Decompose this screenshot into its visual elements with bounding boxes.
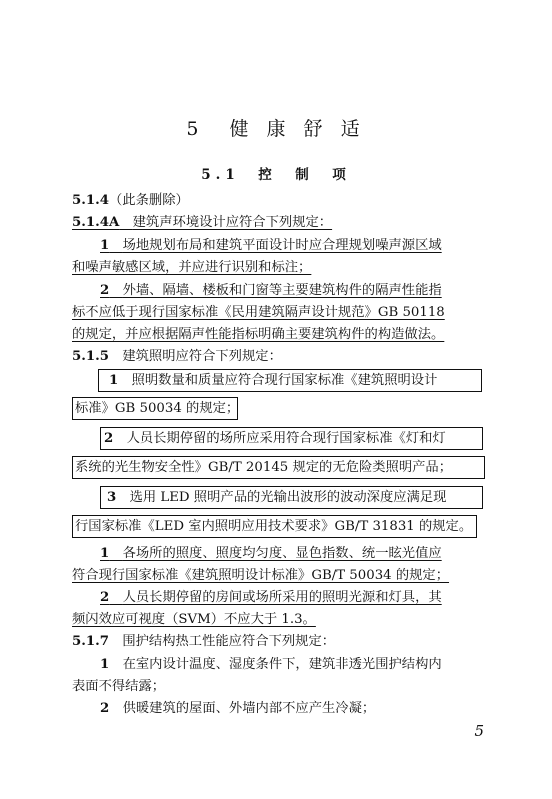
- clause-515-itemA-line1: 1 各场所的照度、照度均匀度、显色指数、统一眩光值应: [100, 546, 442, 561]
- clause-text: 建筑声环境设计应符合下列规定：: [132, 215, 333, 230]
- clause-number: 5.1.4: [72, 193, 110, 208]
- clause-text: （此条删除）: [109, 193, 189, 208]
- clause-text: 围护结构热工性能应符合下列规定：: [122, 634, 336, 649]
- clause-514: [72, 192, 189, 210]
- chapter-title: 5 健 康 舒 适: [186, 118, 366, 140]
- clause-514A-item1-line1: 1 场地规划布局和建筑平面设计时应合理规划噪声源区域: [100, 238, 442, 253]
- clause-515-itemB-line2: 频闪效应可视度（SVM）不应大于 1.3。: [72, 612, 316, 627]
- boxed-item-2-line1: 2 人员长期停留的场所应采用符合现行国家标准《灯和灯: [100, 427, 483, 450]
- clause-number: 5.1.7: [72, 634, 110, 649]
- clause-517-item2-line1: 2 供暖建筑的屋面、外墙内部不应产生冷凝；: [100, 701, 376, 716]
- boxed-item-1-line2: 标准》GB 50034 的规定；: [72, 397, 238, 420]
- section-title: 5.1 控 制 项: [201, 167, 351, 183]
- boxed-item-3-line1: 3 选用 LED 照明产品的光输出波形的波动深度应满足现: [100, 486, 483, 509]
- clause-514A-item2-line1: 2 外墙、隔墙、楼板和门窗等主要建筑构件的隔声性能指: [100, 283, 442, 298]
- clause-text: 建筑照明应符合下列规定：: [122, 349, 282, 364]
- clause-517-item1-line2: 表面不得结露；: [72, 679, 166, 694]
- clause-517-item1-line1: 1 在室内设计温度、湿度条件下，建筑非透光围护结构内: [100, 657, 442, 672]
- boxed-item-1-line1: 1 照明数量和质量应符合现行国家标准《建筑照明设计: [98, 369, 482, 392]
- clause-514A-item2-line3: 的规定，并应根据隔声性能指标明确主要建筑构件的构造做法。: [72, 327, 445, 342]
- clause-515-itemA-line2: 符合现行国家标准《建筑照明设计标准》GB/T 50034 的规定；: [72, 568, 450, 583]
- clause-514A: [72, 214, 332, 232]
- clause-number: 5.1.5: [72, 349, 110, 364]
- boxed-item-3-line2: 行国家标准《LED 室内照明应用技术要求》GB/T 31831 的规定。: [72, 515, 477, 538]
- clause-number: 5.1.4A: [72, 215, 120, 230]
- clause-515: [72, 348, 282, 366]
- clause-514A-item2-line2: 标不应低于现行国家标准《民用建筑隔声设计规范》GB 50118: [72, 305, 445, 320]
- clause-514A-item1-line2: 和噪声敏感区域，并应进行识别和标注；: [72, 260, 312, 275]
- clause-517: [72, 633, 335, 651]
- page-number: 5: [474, 722, 484, 740]
- boxed-item-2-line2: 系统的光生物安全性》GB/T 20145 规定的无危险类照明产品；: [72, 456, 485, 479]
- clause-515-itemB-line1: 2 人员长期停留的房间或场所采用的照明光源和灯具，其: [100, 590, 442, 605]
